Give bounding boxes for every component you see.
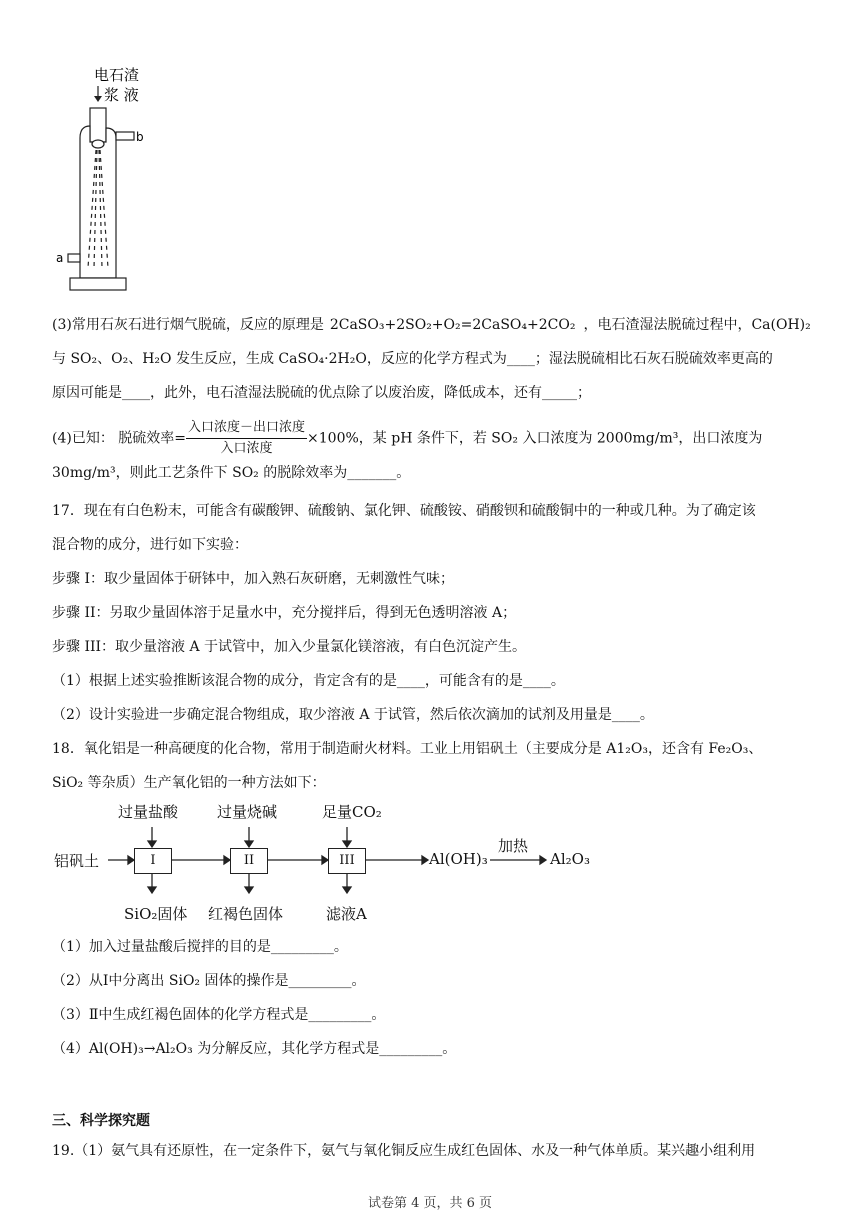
q16-part3-line1: (3)常用石灰石进行烟气脱硫，反应的原理是 2CaSO₃+2SO₂+O₂=2CaSO₄+2CO₂ ，电石渣湿法脱硫过程中，Ca(OH)₂ xyxy=(52,317,811,333)
q18-sub2: （2）从Ⅰ中分离出 SiO₂ 固体的操作是_________。 xyxy=(52,973,366,989)
q17-sub2: （2）设计实验进一步确定混合物组成，取少溶液 A 于试管，然后依次滴加的试剂及用量是____。 xyxy=(52,707,654,723)
desulfurization-tower-diagram xyxy=(50,58,160,298)
flow-product: Al(OH)₃ xyxy=(429,850,488,868)
q18-sub3: （3）Ⅱ中生成红褐色固体的化学方程式是_________。 xyxy=(52,1007,386,1023)
page-footer: 试卷第 4 页，共 6 页 xyxy=(367,1196,493,1211)
flow-step-3-box: III xyxy=(328,848,366,874)
q18-sub4: （4）Al(OH)₃→Al₂O₃ 为分解反应，其化学方程式是_________。 xyxy=(52,1041,457,1057)
q16-part3-line2: 与 SO₂、O₂、H₂O 发生反应，生成 CaSO₄·2H₂O，反应的化学方程式为____；湿法脱硫相比石灰石脱硫效率更高的 xyxy=(52,351,773,367)
flow-output-3: 滤液A xyxy=(326,905,367,923)
section-title: 三、科学探究题 xyxy=(52,1113,150,1129)
flow-heat-label: 加热 xyxy=(498,837,529,855)
port-b-label: b xyxy=(136,130,144,144)
q18-line2: SiO₂ 等杂质）生产氧化铝的一种方法如下： xyxy=(52,775,326,791)
efficiency-fraction: $\frac{\text{入口浓度－出口浓度}}{\text{入口浓度}}$ xyxy=(188,420,306,456)
q17-line2: 混合物的成分，进行如下实验： xyxy=(52,537,248,553)
apparatus-label-top: 电石渣 xyxy=(94,66,140,84)
q17-sub1: （1）根据上述实验推断该混合物的成分，肯定含有的是____，可能含有的是____。 xyxy=(52,673,565,689)
q17-step3: 步骤 III：取少量溶液 A 于试管中，加入少量氯化镁溶液，有白色沉淀产生。 xyxy=(52,639,527,655)
q16-part4-line1: (4)已知： 脱硫效率= $\frac{\text{入口浓度－出口浓度}}{\text{入口浓度}}$ ×100%，某 pH 条件下，若 SO₂ 入口浓度为 2000mg/m³，出口浓度为 xyxy=(52,418,762,459)
flow-reagent-1: 过量盐酸 xyxy=(118,803,179,821)
q17-line1: 17．现在有白色粉末，可能含有碳酸钾、硫酸钠、氯化钾、硫酸铵、硝酸钡和硫酸铜中的一种或几种。为了确定该 xyxy=(52,503,756,519)
q19-line1: 19.（1）氨气具有还原性，在一定条件下，氨气与氧化铜反应生成红色固体、水及一种气体单质。某兴趣小组利用 xyxy=(52,1143,756,1159)
port-a-label: a xyxy=(56,251,64,265)
flow-reagent-3: 足量CO₂ xyxy=(322,803,382,821)
flow-final: Al₂O₃ xyxy=(550,850,590,868)
alumina-process-flowchart xyxy=(0,795,860,930)
flow-step-2-box: II xyxy=(230,848,268,874)
flow-step-1-box: I xyxy=(134,848,172,874)
q18-sub1: （1）加入过量盐酸后搅拌的目的是_________。 xyxy=(52,939,348,955)
q18-line1: 18．氧化铝是一种高硬度的化合物，常用于制造耐火材料。工业上用铝矾土（主要成分是 A1₂O₃，还含有 Fe₂O₃、 xyxy=(52,741,763,757)
q17-step2: 步骤 II：另取少量固体溶于足量水中，充分搅拌后，得到无色透明溶液 A； xyxy=(52,605,517,621)
flow-reagent-2: 过量烧碱 xyxy=(217,803,278,821)
flow-output-2: 红褐色固体 xyxy=(208,905,284,923)
apparatus-label-slurry: 浆 液 xyxy=(104,86,139,104)
q16-part4-line2: 30mg/m³，则此工艺条件下 SO₂ 的脱除效率为_______。 xyxy=(52,465,411,481)
q16-part3-line3: 原因可能是____，此外，电石渣湿法脱硫的优点除了以废治废，降低成本，还有_____； xyxy=(52,385,591,401)
flow-output-1: SiO₂固体 xyxy=(124,905,188,923)
q17-step1: 步骤 I：取少量固体于研钵中，加入熟石灰研磨，无刺激性气味； xyxy=(52,571,454,587)
flow-start-bauxite: 铝矾土 xyxy=(54,852,100,870)
